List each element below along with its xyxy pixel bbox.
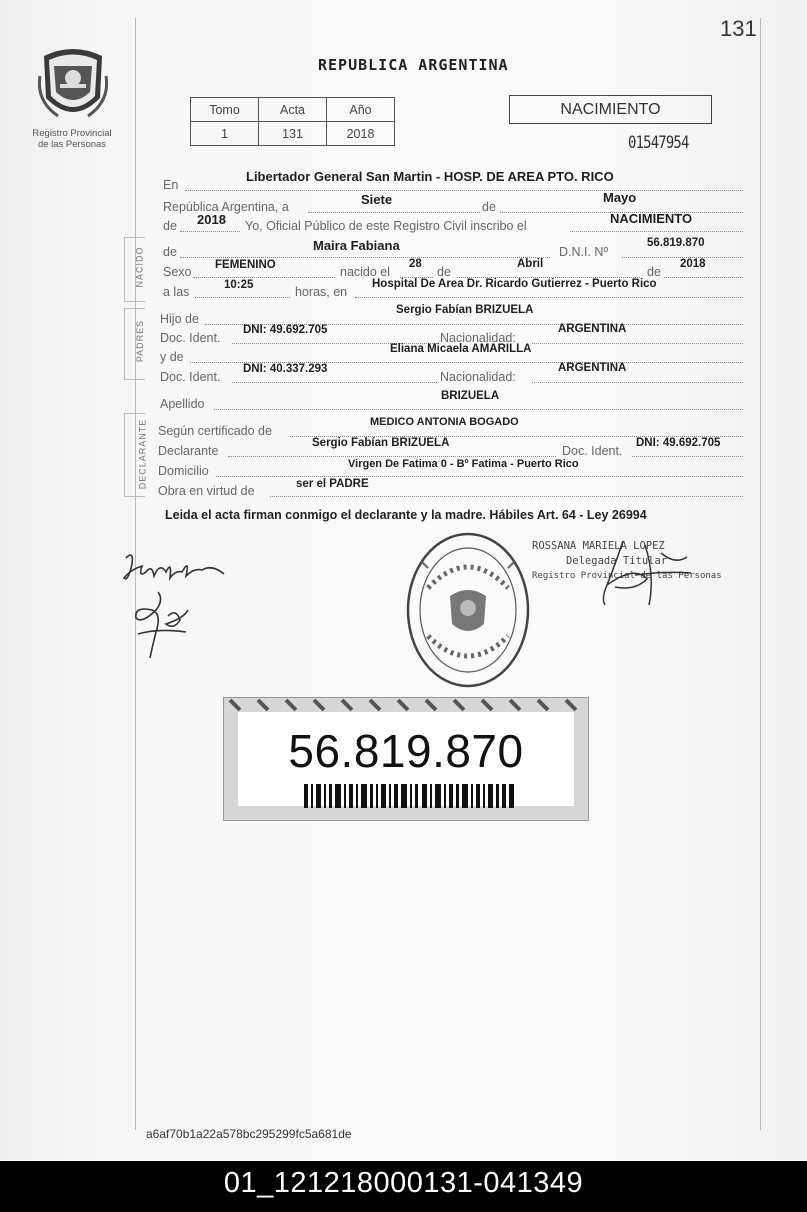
right-margin-line <box>760 18 761 1130</box>
registration-day: Siete <box>361 192 393 207</box>
certificate-label: Según certificado de <box>158 424 272 438</box>
logo-caption-line-1: Registro Provincial <box>32 128 112 139</box>
mother-signature <box>128 588 198 660</box>
dni-sticker-number: 56.819.870 <box>288 725 524 777</box>
declarant-doc-dots <box>632 456 743 457</box>
mother-nationality-label: Nacionalidad: <box>440 370 516 384</box>
birth-de-label-2: de <box>647 265 661 279</box>
declarant-name: Sergio Fabían BRIZUELA <box>312 437 450 449</box>
mother-name: Eliana Micaela AMARILLA <box>390 343 532 355</box>
declarant-dots <box>228 456 556 457</box>
and-of-label: y de <box>160 350 184 364</box>
padres-section-label: PADRES <box>135 319 146 363</box>
footer-bar <box>0 1161 807 1212</box>
mother-doc: DNI: 40.337.293 <box>243 363 328 375</box>
place-value: Libertador General San Martin - HOSP. DE AREA PTO. RICO <box>246 169 614 184</box>
father-doc-label: Doc. Ident. <box>160 331 221 345</box>
birth-day: 28 <box>409 258 422 270</box>
closing-statement: Leida el acta firman conmigo el declarante y la madre. Hábiles Art. 64 - Ley 26994 <box>165 508 647 522</box>
declarant-signature <box>120 548 230 590</box>
birth-de-label-1: de <box>437 265 451 279</box>
medical-certificate: MEDICO ANTONIA BOGADO <box>370 416 519 428</box>
father-nationality-label: Nacionalidad: <box>440 331 516 345</box>
officer-title: Delegada Titular <box>566 555 668 567</box>
father-nationality: ARGENTINA <box>558 323 627 335</box>
page-number: 131 <box>720 16 757 41</box>
declarante-section-label: DECLARANTE <box>137 418 148 490</box>
by-virtue-label: Obra en virtud de <box>158 484 255 498</box>
mother-doc-label: Doc. Ident. <box>160 370 221 384</box>
document-hash: a6af70b1a22a578bc295299fc5a681de <box>146 1127 352 1141</box>
registry-header-anio: Año <box>327 98 395 122</box>
surname-label: Apellido <box>160 397 205 411</box>
registry-header-acta: Acta <box>259 98 327 122</box>
registration-year: 2018 <box>197 212 226 227</box>
act-type-box: NACIMIENTO <box>509 95 712 124</box>
act-dots <box>570 231 743 232</box>
birth-year: 2018 <box>680 258 706 270</box>
by-virtue-dots <box>270 496 743 497</box>
serial-number: 01547954 <box>628 133 689 153</box>
registry-value-anio: 2018 <box>327 122 395 146</box>
birth-place: Hospital De Area Dr. Ricardo Gutierrez - Puerto Rico <box>372 278 657 290</box>
mother-nationality: ARGENTINA <box>558 362 627 374</box>
document-heading: REPUBLICA ARGENTINA <box>318 56 509 74</box>
time-dots <box>195 297 290 298</box>
nacido-section-label: NACIDO <box>134 246 145 288</box>
officer-office: Registro Provincial de las Personas <box>532 571 722 581</box>
mother-doc-dots <box>232 382 437 383</box>
address-label: Domicilio <box>158 464 209 478</box>
republic-label: República Argentina, a <box>163 200 289 214</box>
birth-month: Abril <box>517 258 544 270</box>
father-doc: DNI: 49.692.705 <box>243 324 328 336</box>
birth-year-dots <box>664 277 743 278</box>
hours-label: horas, en <box>295 285 348 299</box>
newborn-dni: 56.819.870 <box>647 237 705 249</box>
declarant-doc: DNI: 49.692.705 <box>636 437 721 449</box>
sticker-top-pattern <box>224 698 588 712</box>
birth-time: 10:25 <box>224 279 254 291</box>
dni-label: D.N.I. Nº <box>559 245 609 259</box>
date-de-label: de <box>482 200 496 214</box>
mother-nationality-dots <box>532 382 743 383</box>
father-nationality-dots <box>532 343 743 344</box>
address-dots <box>216 476 743 477</box>
time-label: a las <box>163 285 190 299</box>
newborn-name: Maira Fabiana <box>313 238 400 253</box>
declarant-label: Declarante <box>158 444 219 458</box>
father-name: Sergio Fabían BRIZUELA <box>396 304 534 316</box>
sex-label: Sexo <box>163 265 192 279</box>
official-registry-stamp <box>398 528 538 693</box>
declarant-relationship: ser el PADRE <box>296 478 369 490</box>
son-of-label: Hijo de <box>160 312 199 326</box>
place-dots <box>185 190 743 191</box>
year-dots <box>180 231 240 232</box>
day-dots <box>308 212 480 213</box>
newborn-sex: FEMENINO <box>215 259 276 271</box>
surname-dots <box>214 409 743 410</box>
provincial-coat-of-arms-logo <box>38 46 108 124</box>
dni-label-sticker <box>223 697 589 821</box>
logo-caption <box>20 128 124 150</box>
logo-caption-line-2: de las Personas <box>37 139 107 150</box>
declarant-address: Virgen De Fatima 0 - Bº Fatima - Puerto Rico <box>348 458 579 470</box>
newborn-name-label: de <box>163 245 177 259</box>
sticker-inner <box>238 712 574 806</box>
officer-signature <box>575 535 695 613</box>
sex-dots <box>193 277 335 278</box>
year-de-label: de <box>163 219 177 233</box>
registered-act: NACIMIENTO <box>610 211 693 226</box>
birth-place-dots <box>355 297 743 298</box>
place-label: En <box>163 178 179 192</box>
child-surname: BRIZUELA <box>441 390 500 402</box>
footer-document-id: 01_121218000131-041349 <box>223 1167 584 1199</box>
born-on-label: nacido el <box>340 265 391 279</box>
registry-header-tomo: Tomo <box>191 98 259 122</box>
registry-value-acta: 131 <box>259 122 327 146</box>
officer-statement: Yo, Oficial Público de este Registro Civil inscribo el <box>245 219 527 233</box>
newborn-name-dots <box>180 257 550 258</box>
declarant-doc-label: Doc. Ident. <box>562 444 623 458</box>
barcode-icon <box>304 784 514 808</box>
registry-table <box>190 97 395 146</box>
registry-value-tomo: 1 <box>191 122 259 146</box>
officer-name: ROSSANA MARIELA LOPEZ <box>532 540 665 552</box>
registration-month: Mayo <box>603 190 637 205</box>
